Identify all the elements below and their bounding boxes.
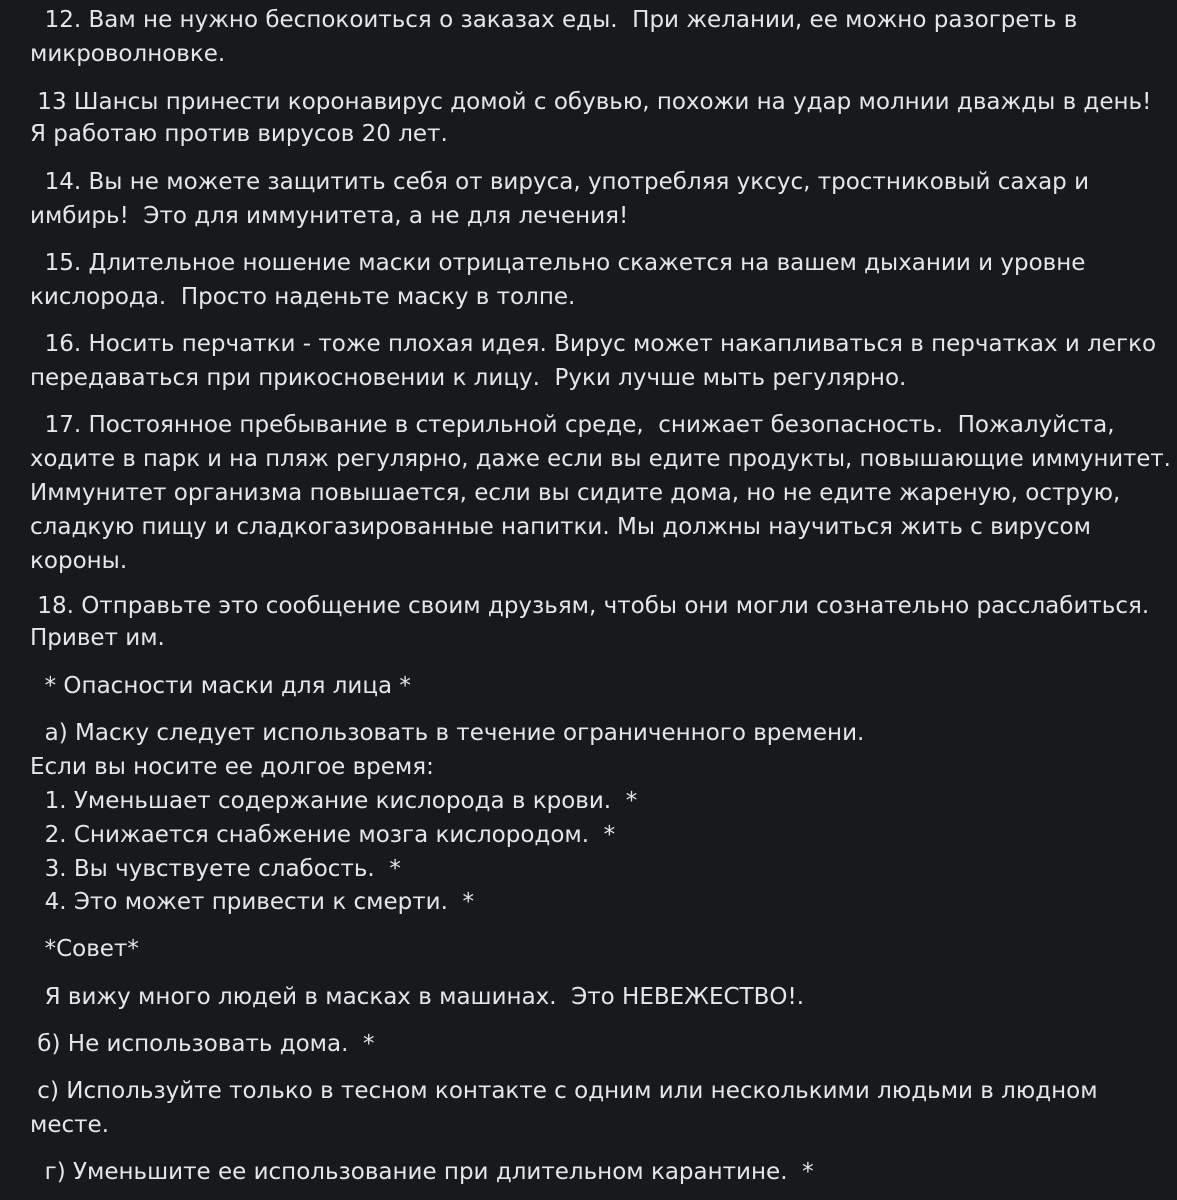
text-line: Привет им. [30, 625, 165, 651]
text-line: месте. [30, 1112, 110, 1138]
text-line: с) Используйте только в тесном контакте с одним или несколькими людьми в людном [30, 1078, 1098, 1104]
text-line: 15. Длительное ношение маски отрицательно скажется на вашем дыхании и уровне [30, 250, 1086, 276]
text-line: ходите в парк и на пляж регулярно, даже если вы едите продукты, повышающие иммунитет. [30, 446, 1171, 472]
text-line: 17. Постоянное пребывание в стерильной среде, снижает безопасность. Пожалуйста, [30, 412, 1115, 438]
text-line: Иммунитет организма повышается, если вы сидите дома, но не едите жареную, острую, [30, 480, 1121, 506]
text-line: 18. Отправьте это сообщение своим друзьям, чтобы они могли сознательно расслабиться. [30, 593, 1150, 619]
text-line: имбирь! Это для иммунитета, а не для лечения! [30, 203, 629, 229]
text-line: * Опасности маски для лица * [30, 673, 411, 699]
text-line: Я работаю против вирусов 20 лет. [30, 121, 448, 147]
text-line: кислорода. Просто наденьте маску в толпе. [30, 284, 576, 310]
text-line: 14. Вы не можете защитить себя от вируса, употребляя уксус, тростниковый сахар и [30, 169, 1090, 195]
text-line: 12. Вам не нужно беспокоиться о заказах еды. При желании, ее можно разогреть в [30, 7, 1078, 33]
text-line: сладкую пищу и сладкогазированные напитки. Мы должны научиться жить с вирусом [30, 514, 1091, 540]
text-line: Если вы носите ее долгое время: [30, 754, 434, 780]
text-line: а) Маску следует использовать в течение ограниченного времени. [30, 720, 865, 746]
text-line: микроволновке. [30, 41, 226, 67]
text-line: передаваться при прикосновении к лицу. Руки лучше мыть регулярно. [30, 365, 907, 391]
text-line: Я вижу много людей в масках в машинах. Это НЕВЕЖЕСТВО!. [30, 984, 805, 1010]
text-line: 3. Вы чувствуете слабость. * [30, 856, 401, 882]
text-line: 13 Шансы принести коронавирус домой с обувью, похожи на удар молнии дважды в день! [30, 89, 1152, 115]
text-line: 4. Это может привести к смерти. * [30, 889, 475, 915]
text-line: б) Не использовать дома. * [30, 1031, 375, 1057]
text-line: 16. Носить перчатки - тоже плохая идея. Вирус может накапливаться в перчатках и легко [30, 331, 1157, 357]
text-line: 1. Уменьшает содержание кислорода в крови. * [30, 788, 638, 814]
text-line: короны. [30, 548, 128, 574]
text-line: *Совет* [30, 936, 139, 962]
text-line: 2. Снижается снабжение мозга кислородом. * [30, 822, 616, 848]
text-line: г) Уменьшите ее использование при длительном карантине. * [30, 1159, 814, 1185]
